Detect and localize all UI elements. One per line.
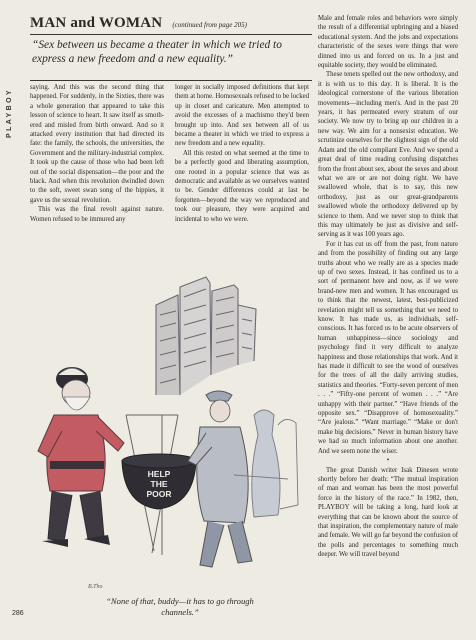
pull-quote: “Sex between us became a theater in which we tried to express a new freedom and a new equality.”	[32, 39, 282, 65]
paragraph: These tenets spelled out the new orthodoxy, and it is with us to this day. It is liberal. It is the ideological cornerstone of the various liberation movements—including men's. And in the past 20 years, it has permeated every stratum of our society. We now try to bring up our children in a new way. We aim for a nonsexist education. We scrutinize ourselves for the slightest sign of the old Adam and the old compliant Eve. And we spend a great deal of time reading confusing dispatches from the front about sex, about the sexes and about what we are or are not doing right. We have swallowed whole, that is to say, this new orthodoxy, just as our great-grandparents swallowed whole the orthodoxy delivered up by science to them. And we never stop to think that this may ultimately be just as divisive and self-serving as it was 100 years ago.	[318, 71, 458, 239]
text-column-middle	[175, 83, 309, 263]
page-number: 286	[12, 610, 24, 617]
paragraph: Male and female roles and behaviors were simply the result of a differential upbringing and a biased educational system. And the jobs and expectations characteristic of the sexes were things that were dinned into us and forced on us. In a just and equitable society, they would be eliminated.	[318, 15, 458, 70]
text-column-left	[30, 83, 164, 263]
kettle-sign-line: HELP	[147, 469, 171, 479]
section-title: MAN and WOMAN	[30, 15, 163, 31]
magazine-side-label: PLAYBOY	[6, 88, 13, 138]
continued-note: (continued from page 205)	[172, 21, 247, 29]
cartoonist-signature: B.Tho	[88, 584, 103, 590]
paragraph: This was the final revolt against nature. Women refused to be immured any	[30, 206, 164, 223]
header-rule	[30, 34, 312, 35]
pullquote-rule	[30, 80, 312, 81]
cartoon-caption: “None of that, buddy—it has to go through channels.”	[106, 596, 254, 617]
cartoon-illustration	[28, 265, 310, 595]
paragraph: For it has cut us off from the past, from nature and from the possibility of finding out any large truths about who we really are as a species made up of two sexes. Instead, it has confined us to a sort of permanent here and now, as if we were brand-new men and women. It has encouraged us to think that the newest, latest, best-publicized revelation might tell us something that we need to know. It has made us, as individuals, self-conscious. It has forced us to be acute observers of human unhappiness—since sociology and psychology find it very difficult to analyze happiness and those relationships that work. And it has made it difficult to see the wood of ourselves for the trees of all the daily arriving studies, statistics and theories. “Forty-seven percent of men . . .” “Fifty-one percent of women . . .” “Are unhappy with their partner.” “Have friends of the opposite sex.” “Disapprove of homosexuality.” “Are jealous.” “Want marriage.” “Make or don't make big decisions.” Never in human history have we had so much information about one another. And we seem none the wiser.	[318, 240, 458, 455]
section-break-bullet: •	[386, 456, 390, 465]
paragraph: longer in socially imposed definitions that kept them at home. Homosexuals refused to be locked up in closet and caricature. Men attempted to avoid the excesses of a machismo they'd been brought up into. And sex between all of us became a theater in which we tried to express a new freedom and a new equality.	[175, 84, 309, 148]
santa-figure-drawing	[38, 367, 124, 547]
paragraph: The great Danish writer Isak Dinesen wrote shortly before her death: “The mutual inspiration of man and woman has been the most powerful force in the history of the race.” In 1982, then, PLAYBOY will be taking a long, hard look at everything that can be known about the source of that inspiration, the complementary nature of male and female. We will go far beyond the confusion of the polls and percentages to something much deeper. We will travel beyond	[318, 466, 458, 559]
charity-kettle-drawing	[122, 415, 196, 555]
text-column-right	[318, 14, 458, 626]
kettle-sign-line: THE	[150, 479, 168, 489]
kettle-sign-line: POOR	[146, 489, 172, 499]
paragraph: All this rested on what seemed at the time to be a perfectly good and liberating assumption, one rooted in a popular science that was as democratic and available as we ourselves wanted to be. Gender differences could at last be forgotten—beyond the way we reproduced and took our pleasure, they were acquired and incidental to who we were.	[175, 149, 309, 223]
man-in-hat-figure-drawing	[188, 391, 252, 567]
paragraph: saying. And this was the second thing that happened. For suddenly, in the Sixties, there was a whole generation that appeared to take this lesson of science to heart. It saw itself as smothered and misled from birth onward. And so it attacked every institution that had directed its fate: the family, the schools, the universities, the Government and the military-industrial complex. It took up the cause of those who had been left out of the social dispensation—the poor and the black. And when this revolution dwindled down to the soft, sweet swan song of the hippies, it gave us the sexual revolution.	[30, 84, 164, 204]
